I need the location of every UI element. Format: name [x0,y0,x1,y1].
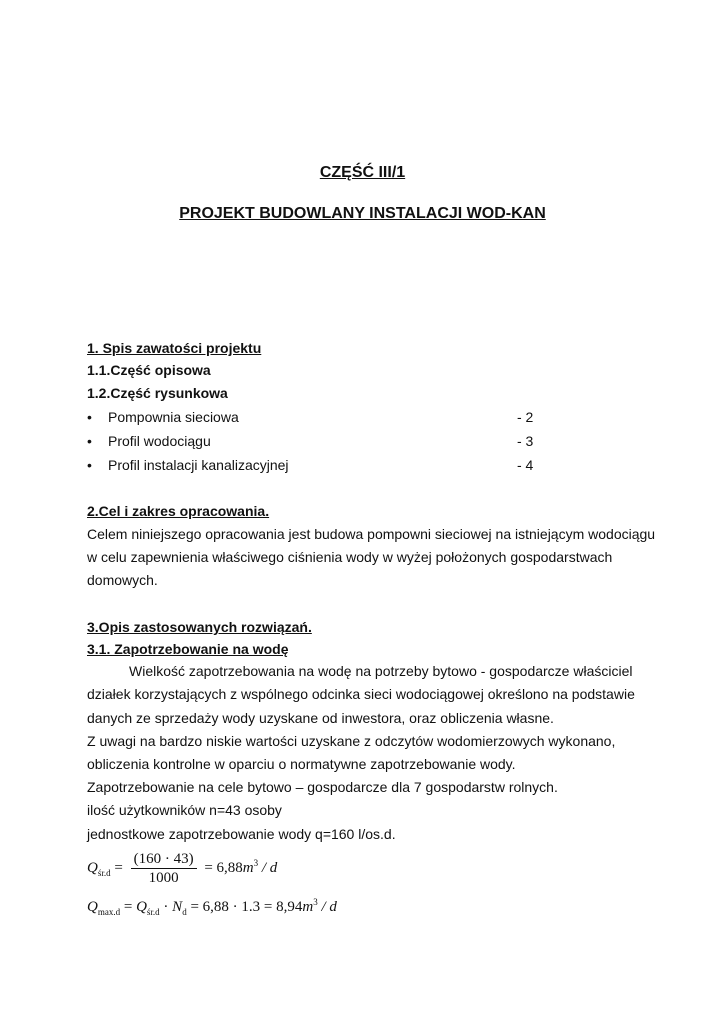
formula-q-max: $Q_{max.d} = Q_{śr.d} \cdot N_d = 6,88 \cdot 1.3 = 8,94m^3 / d$ [87,897,337,917]
formula-q-average: $Q_{śr.d}$ = $\frac{(160 \cdot 43)}{1000}$ = $6,88m^3$ / d [87,851,278,886]
paragraph-line: Zapotrzebowanie na cele bytowo – gospodarcze dla 7 gospodarstw rolnych. [87,779,558,795]
section1-2-heading: 1.2.Część rysunkowa [87,385,228,401]
part-title: CZĘŚĆ III/1 [319,164,406,181]
paragraph-line: jednostkowe zapotrzebowanie wody q=160 l/os.d. [87,826,396,842]
bullet-icon: • [87,457,92,473]
section2-heading: 2.Cel i zakres opracowania. [87,503,270,519]
fraction: $\frac{(160 \cdot 43)}{1000}$ [131,850,197,887]
paragraph-line: działek korzystających z wspólnego odcinka sieci wodociągowej określono na podstawie [87,686,635,702]
list-item-page: - 4 [517,457,534,473]
bullet-icon: • [87,409,92,425]
section1-1-heading: 1.1.Część opisowa [87,362,211,378]
list-item-page: - 3 [517,433,534,449]
paragraph-line: Wielkość zapotrzebowania na wodę na potrzeby bytowo - gospodarcze właściciel [129,663,633,679]
list-item-label: Profil instalacji kanalizacyjnej [108,457,289,473]
paragraph-line: Z uwagi na bardzo niskie wartości uzyskane z odczytów wodomierzowych wykonano, [87,733,616,749]
list-item-label: Pompownia sieciowa [108,409,239,425]
paragraph-line: Celem niniejszego opracowania jest budowa pompowni sieciowej na istniejącym wodociągu [87,526,656,542]
section1-heading: 1. Spis zawatości projektu [87,340,262,356]
section3-heading: 3.Opis zastosowanych rozwiązań. [87,619,312,635]
bullet-icon: • [87,433,92,449]
section3-1-heading: 3.1. Zapotrzebowanie na wodę [87,641,289,657]
paragraph-line: w celu zapewnienia właściwego ciśnienia wody w wyżej położonych gospodarstwach [87,549,613,565]
paragraph-line: danych ze sprzedaży wody uzyskane od inwestora, oraz obliczenia własne. [87,710,554,726]
paragraph-line: domowych. [87,572,158,588]
project-title: PROJEKT BUDOWLANY INSTALACJI WOD-KAN [179,205,546,222]
list-item-label: Profil wodociągu [108,433,211,449]
paragraph-line: ilość użytkowników n=43 osoby [87,802,282,818]
list-item-page: - 2 [517,409,534,425]
paragraph-line: obliczenia kontrolne w oparciu o normatywne zapotrzebowanie wody. [87,756,516,772]
